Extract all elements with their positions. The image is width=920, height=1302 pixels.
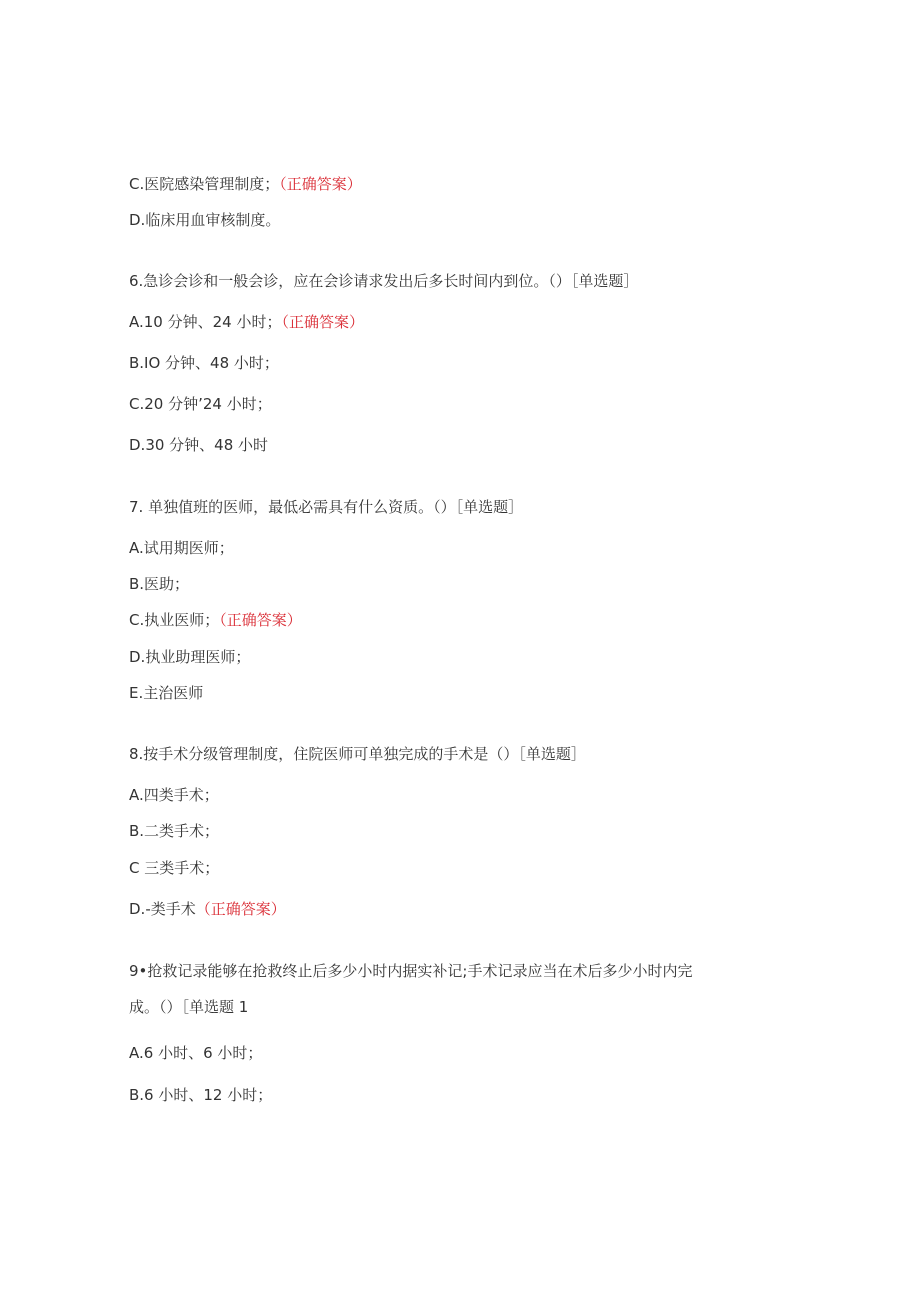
option-c-q5: C.医院感染管理制度；（正确答案） (129, 175, 362, 193)
option-c-q8: C 三类手术； (129, 859, 220, 877)
option-b-q6: B.IO 分钟、48 小时； (129, 354, 279, 372)
correct-answer-tag: （正确答案） (281, 313, 364, 331)
question-6: 6.急诊会诊和一般会诊，应在会诊请求发出后多长时间内到位。（）［单选题］ (129, 272, 639, 290)
correct-answer-tag: （正确答案） (279, 175, 362, 193)
option-b-q8: B.二类手术； (129, 822, 220, 840)
question-8: 8.按手术分级管理制度，住院医师可单独完成的手术是（）［单选题］ (129, 745, 586, 763)
option-d-q5: D.临床用血审核制度。 (129, 211, 281, 229)
question-9-line-1: 9•抢救记录能够在抢救终止后多少小时内据实补记;手术记录应当在术后多少小时内完 (129, 962, 693, 980)
option-b-q7: B.医助； (129, 575, 190, 593)
option-d-q8: D.-类手术（正确答案） (129, 900, 286, 918)
option-a-q8: A.四类手术； (129, 786, 219, 804)
option-b-q9: B.6 小时、12 小时； (129, 1086, 273, 1104)
option-e-q7: E.主治医师 (129, 684, 204, 702)
correct-answer-tag: （正确答案） (219, 611, 302, 629)
option-c-q7: C.执业医师；（正确答案） (129, 611, 302, 629)
option-a-q6: A.10 分钟、24 小时；（正确答案） (129, 313, 364, 331)
option-a-q9: A.6 小时、6 小时； (129, 1044, 263, 1062)
question-9-line-2: 成。（）［单选题 1 (129, 998, 249, 1016)
question-7: 7. 单独值班的医师，最低必需具有什么资质。（）［单选题］ (129, 498, 524, 516)
correct-answer-tag: （正确答案） (195, 900, 286, 918)
option-a-q7: A.试用期医师； (129, 539, 234, 557)
option-d-q6: D.30 分钟、48 小时 (129, 436, 269, 454)
option-d-q7: D.执业助理医师； (129, 648, 251, 666)
option-c-q6: C.20 分钟’24 小时； (129, 395, 272, 413)
